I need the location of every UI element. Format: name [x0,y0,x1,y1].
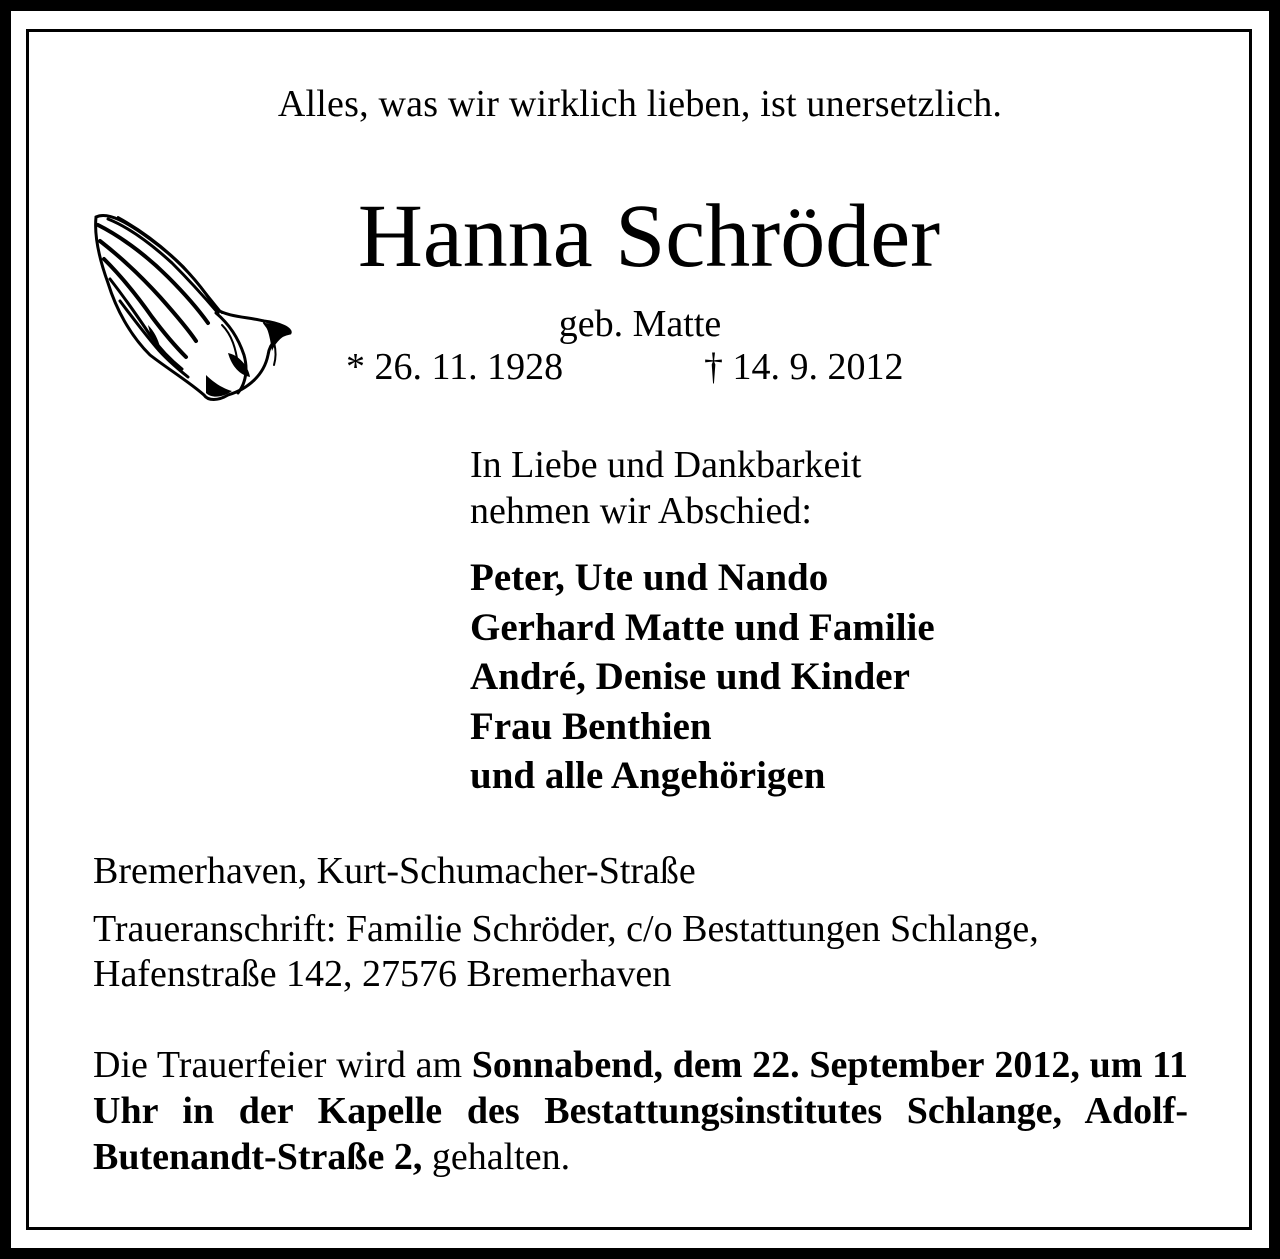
ceremony-address: Schlange, Adolf-Butenandt-Straße 2, [93,1090,1188,1178]
mourner: Peter, Ute und Nando [470,556,829,599]
city-line: Bremerhaven, Kurt-Schumacher-Straße [93,850,696,892]
ceremony-tail: gehalten. [422,1136,571,1178]
address-line: Hafenstraße 142, 27576 Bremerhaven [93,953,672,995]
mourner: Gerhard Matte und Familie [470,605,935,649]
ceremony-date: Sonnabend, dem 22. September [471,1044,985,1086]
motto: Alles, was wir wirklich lieben, ist unersetzlich. [277,83,1003,125]
death-date: † 14. 9. 2012 [704,346,904,388]
ceremony-lead: Die Trauerfeier wird am [93,1044,472,1086]
mourner: Frau Benthien [470,704,712,748]
mourners-list [470,553,935,801]
deceased-name: Hanna Schröder [357,187,941,286]
ceremony-time-place: 2012, um 11 Uhr in der Kapelle des Bestattungsinstitutes [93,1044,1189,1132]
funeral-announcement [93,1042,1188,1180]
maiden-name: geb. Matte [558,303,722,345]
intro-text [470,442,861,534]
intro-line: In Liebe und Dankbarkeit [470,444,862,486]
intro-line: nehmen wir Abschied: [470,490,812,532]
birth-date: * 26. 11. 1928 [346,346,564,388]
address-line: Traueranschrift: Familie Schröder, c/o Bestattungen Schlange, [93,908,1039,950]
mourner: und alle Angehörigen [470,754,826,797]
mourner: André, Denise und Kinder [470,655,910,698]
mourning-address [93,907,1039,997]
